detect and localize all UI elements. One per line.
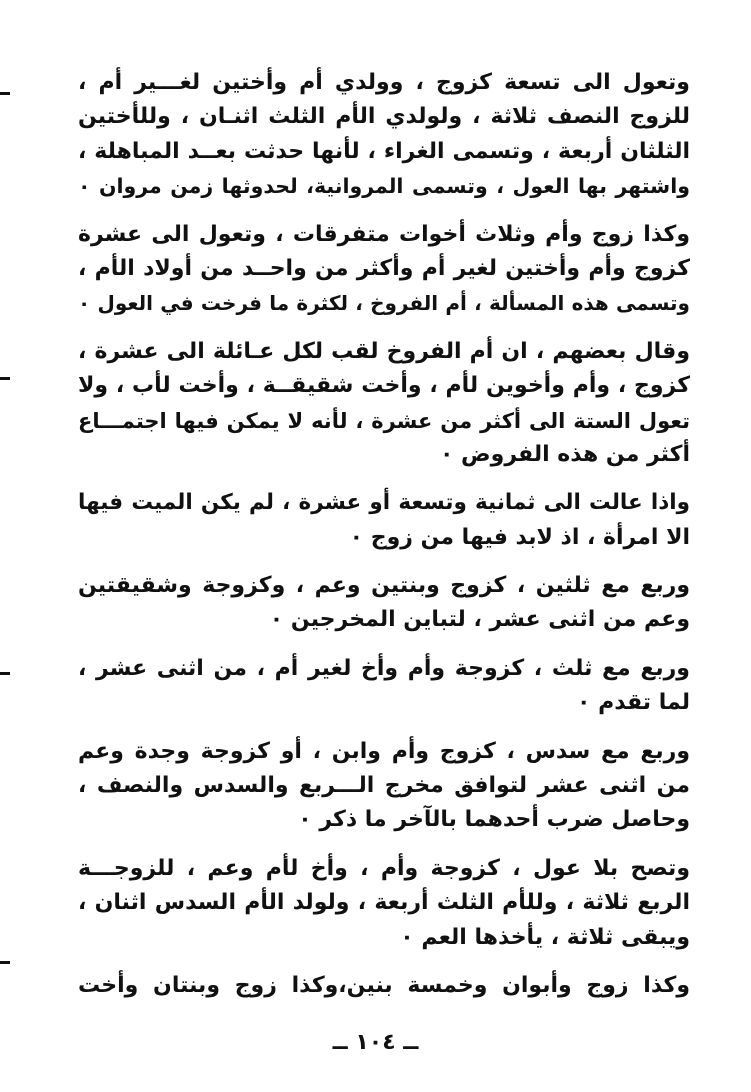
text-line: كزوج ، وأم وأخوين لأم ، وأخت شقيقــة ، وأخت لأب ، ولا: [78, 373, 690, 399]
text-line: وعم من اثنى عشر ، لتباين المخرجين ٠: [269, 607, 690, 633]
text-line: الربع ثلاثة ، وللأم الثلث أربعة ، ولولد الأم السدس اثنان ،: [78, 890, 690, 916]
text-line: وقال بعضهم ، ان أم الفروخ لقب لكل عـائلة الى عشرة ،: [78, 338, 690, 364]
text-line: واذا عالت الى ثمانية وتسعة أو عشرة ، لم يكن الميت فيها: [78, 490, 690, 516]
text-line: تعول الستة الى أكثر من عشرة ، لأنه لا يمكن فيها اجتمـــاع: [78, 408, 690, 433]
text-line: من اثنى عشر لتوافق مخرج الـــربع والسدس والنصف ،: [78, 773, 690, 799]
page-body: [78, 66, 690, 1017]
paragraph: [78, 486, 690, 555]
paragraph: [78, 735, 690, 838]
paragraph: [78, 969, 690, 1003]
text-line: وحاصل ضرب أحدهما بالآخر ما ذكر ٠: [298, 807, 690, 833]
margin-mark: [0, 377, 10, 380]
text-line: وتسمى هذه المسألة ، أم الفروخ ، لكثرة ما فرخت في العول ٠: [78, 291, 690, 316]
page-footer: [0, 1030, 751, 1056]
text-line: واشتهر بها العول ، وتسمى المروانية، لحدوثها زمن مروان ٠: [78, 174, 690, 199]
text-line: لما تقدم ٠: [577, 690, 690, 716]
text-line: وربع مع سدس ، كزوج وأم وابن ، أو كزوجة وجدة وعم: [78, 738, 690, 764]
paragraph: [78, 852, 690, 955]
text-line: وربع مع ثلثين ، كزوج وبنتين وعم ، وكزوجة وشقيقتين: [78, 573, 690, 599]
paragraph: [78, 569, 690, 638]
paragraph: [78, 66, 690, 204]
text-line: كزوج وأم وأختين لغير أم وأكثر من واحــد من أولاد الأم ،: [78, 255, 690, 281]
margin-mark: [0, 672, 10, 675]
text-line: أكثر من هذه الفروض ٠: [439, 441, 690, 467]
page-number: ــ ١٠٤ ــ: [332, 1030, 419, 1055]
paragraph: [78, 652, 690, 721]
text-line: وربع مع ثلث ، كزوجة وأم وأخ لغير أم ، من اثنى عشر ،: [78, 655, 690, 681]
text-line: وكذا زوج وأم وثلاث أخوات متفرقات ، وتعول الى عشرة: [78, 221, 690, 247]
paragraph: [78, 335, 690, 473]
text-line: الا امرأة ، اذ لابد فيها من زوج ٠: [349, 524, 690, 550]
text-line: ويبقى ثلاثة ، يأخذها العم ٠: [400, 924, 690, 950]
text-line: للزوج النصف ثلاثة ، ولولدي الأم الثلث اثنـان ، وللأختين: [78, 104, 690, 130]
margin-mark: [0, 92, 10, 95]
margin-mark: [0, 961, 10, 964]
text-line: الثلثان أربعة ، وتسمى الغراء ، لأنها حدثت بعــد المباهلة ،: [78, 138, 690, 164]
text-line: وتصح بلا عول ، كزوجة وأم ، وأخ لأم وعم ، للزوجـــة: [78, 855, 690, 881]
paragraph: [78, 218, 690, 321]
text-line: وكذا زوج وأبوان وخمسة بنين،وكذا زوج وبنتان وأخت: [78, 972, 690, 998]
text-line: وتعول الى تسعة كزوج ، وولدي أم وأختين لغـــير أم ،: [78, 70, 690, 95]
